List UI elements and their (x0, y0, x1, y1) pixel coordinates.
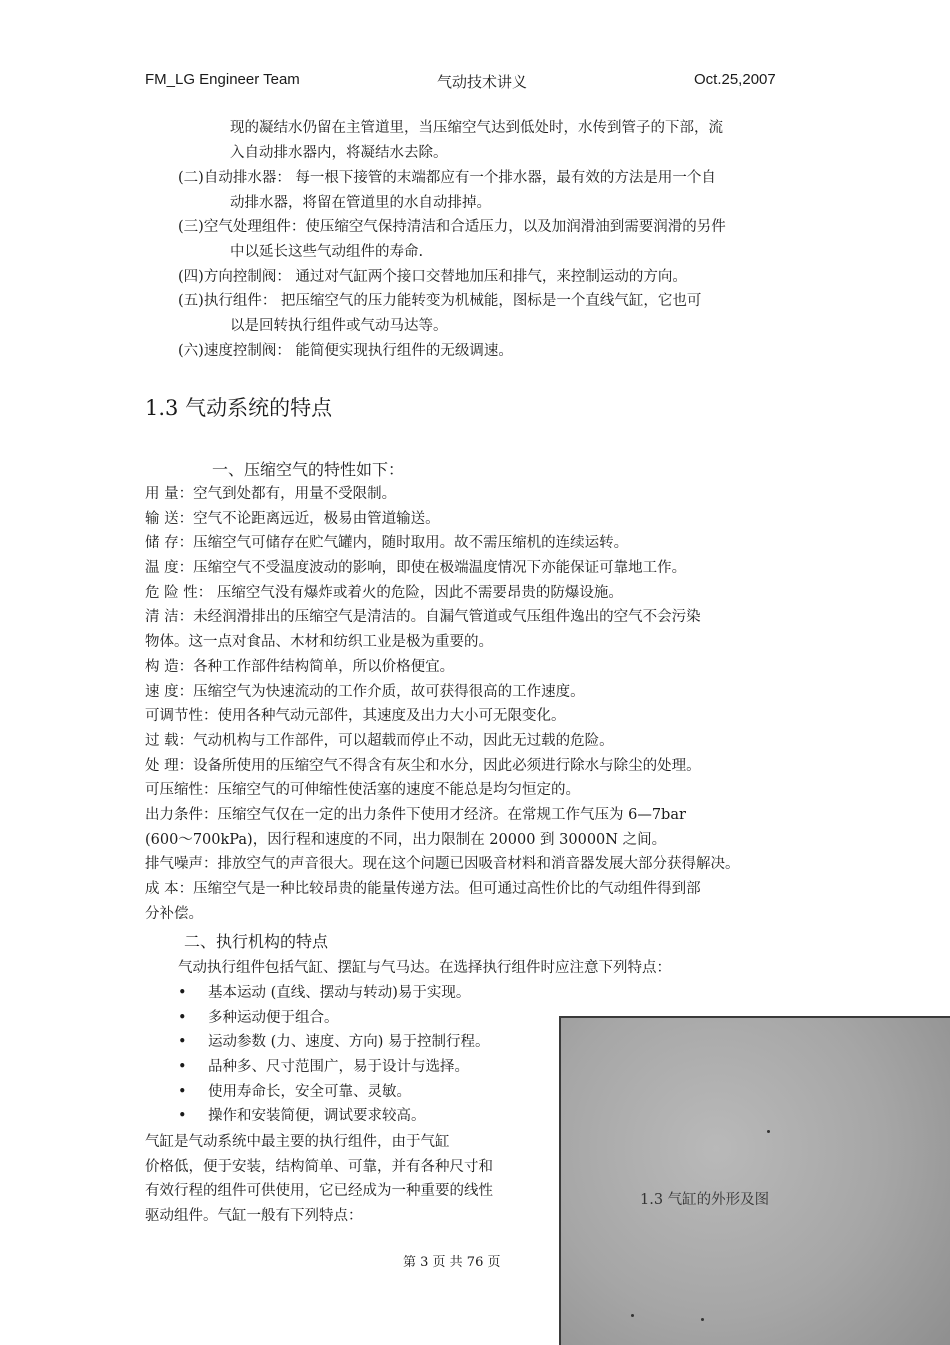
bullet-item: • 操作和安装简便，调试要求较高。 (178, 1104, 490, 1129)
property-list (145, 482, 740, 926)
property-item: 过 载：气动机构与工作部件，可以超载而停止不动，因此无过载的危险。 (145, 732, 614, 749)
property-item: 出力条件：压缩空气仅在一定的出力条件下使用才经济。在常规工作气压为 6—7bar (145, 806, 686, 823)
text-line: 现的凝结水仍留在主管道里，当压缩空气达到低处时，水传到管子的下部，流 (230, 120, 723, 136)
bullet-icon: • (178, 1034, 187, 1051)
component-list (178, 166, 726, 364)
page-footer: 第 3 页 共 76 页 (403, 1255, 501, 1270)
property-item: 输 送：空气不论距离远近，极易由管道输送。 (145, 510, 440, 527)
property-item: 可压缩性：压缩空气的可伸缩性使活塞的速度不能总是均匀恒定的。 (145, 782, 580, 799)
intro-block (230, 116, 723, 165)
property-item: 构 造：各种工作部件结构简单，所以价格便宜。 (145, 658, 455, 675)
property-item: 分补偿。 (145, 905, 203, 922)
property-item: 速 度：压缩空气为快速流动的工作介质，故可获得很高的工作速度。 (145, 683, 585, 700)
text-line: 入自动排水器内，将凝结水去除。 (230, 144, 448, 161)
property-item: 可调节性：使用各种气动元部件，其速度及出力大小可无限变化。 (145, 708, 566, 725)
component-item: (六)速度控制阀： 能简便实现执行组件的无级调速。 (178, 342, 513, 359)
actuator-intro: 气动执行组件包括气缸、摆缸与气马达。在选择执行组件时应注意下列特点： (178, 960, 671, 976)
bullet-item: • 品种多、尺寸范围广，易于设计与选择。 (178, 1055, 490, 1080)
bullet-icon: • (178, 985, 187, 1001)
figure-caption: 1.3 气缸的外形及图 (640, 1192, 770, 1208)
property-item: (600～700kPa)，因行程和速度的不同，出力限制在 20000 到 30000N 之间。 (145, 831, 667, 848)
property-item: 用 量：空气到处都有，用量不受限制。 (145, 486, 397, 502)
property-item: 危 险 性： 压缩空气没有爆炸或着火的危险，因此不需要昂贵的防爆设施。 (145, 584, 623, 601)
bullet-icon: • (178, 1083, 187, 1100)
bullet-icon: • (178, 1059, 187, 1076)
header-team: FM_LG Engineer Team (145, 71, 300, 88)
figure-image (559, 1016, 950, 1345)
bullet-icon: • (178, 1108, 187, 1125)
bullet-item: • 基本运动 (直线、摆动与转动)易于实现。 (178, 981, 490, 1006)
text-line: 气缸是气动系统中最主要的执行组件，由于气缸 (145, 1134, 450, 1150)
component-item: (四)方向控制阀： 通过对气缸两个接口交替地加压和排气，来控制运动的方向。 (178, 268, 687, 285)
component-item: (二)自动排水器： 每一根下接管的末端都应有一个排水器，最有效的方法是用一个自 (178, 170, 716, 186)
text-line: 驱动组件。气缸一般有下列特点： (145, 1208, 363, 1225)
property-item: 物体。这一点对食品、木材和纺织工业是极为重要的。 (145, 634, 493, 651)
property-item: 储 存：压缩空气可储存在贮气罐内，随时取用。故不需压缩机的连续运转。 (145, 535, 629, 552)
component-item-cont: 以是回转执行组件或气动马达等。 (230, 318, 448, 335)
property-item: 温 度：压缩空气不受温度波动的影响，即使在极端温度情况下亦能保证可靠地工作。 (145, 560, 687, 577)
cylinder-paragraph (145, 1130, 493, 1229)
header-date: Oct.25,2007 (694, 71, 776, 88)
component-item-cont: 中以延长这些气动组件的寿命. (230, 244, 424, 261)
bullet-item: • 使用寿命长，安全可靠、灵敏。 (178, 1080, 490, 1105)
bullet-list (178, 981, 490, 1129)
header-title: 气动技术讲义 (437, 74, 528, 91)
section-title: 1.3 气动系统的特点 (145, 396, 333, 420)
property-item: 清 洁：未经润滑排出的压缩空气是清洁的。自漏气管道或气压组件逸出的空气不会污染 (145, 609, 701, 626)
subheading-properties: 一、压缩空气的特性如下： (212, 460, 405, 479)
property-item: 处 理：设备所使用的压缩空气不得含有灰尘和水分，因此必须进行除水与除尘的处理。 (145, 757, 701, 774)
subheading-actuators: 二、执行机构的特点 (184, 932, 329, 951)
text-line: 价格低，便于安装，结构简单、可靠，并有各种尺寸和 (145, 1158, 493, 1175)
bullet-item: • 运动参数 (力、速度、方向) 易于控制行程。 (178, 1030, 490, 1055)
component-item: (五)执行组件： 把压缩空气的压力能转变为机械能，图标是一个直线气缸，它也可 (178, 293, 702, 310)
bullet-item: • 多种运动便于组合。 (178, 1006, 490, 1031)
bullet-icon: • (178, 1009, 187, 1026)
property-item: 排气噪声：排放空气的声音很大。现在这个问题已因吸音材料和消音器发展大部分获得解决。 (145, 856, 740, 873)
component-item-cont: 动排水器，将留在管道里的水自动排掉。 (230, 194, 491, 211)
property-item: 成 本：压缩空气是一种比较昂贵的能量传递方法。但可通过高性价比的气动组件得到部 (145, 881, 701, 897)
text-line: 有效行程的组件可供使用，它已经成为一种重要的线性 (145, 1183, 493, 1200)
component-item: (三)空气处理组件：使压缩空气保持清洁和合适压力，以及加润滑油到需要润滑的另件 (178, 219, 726, 236)
